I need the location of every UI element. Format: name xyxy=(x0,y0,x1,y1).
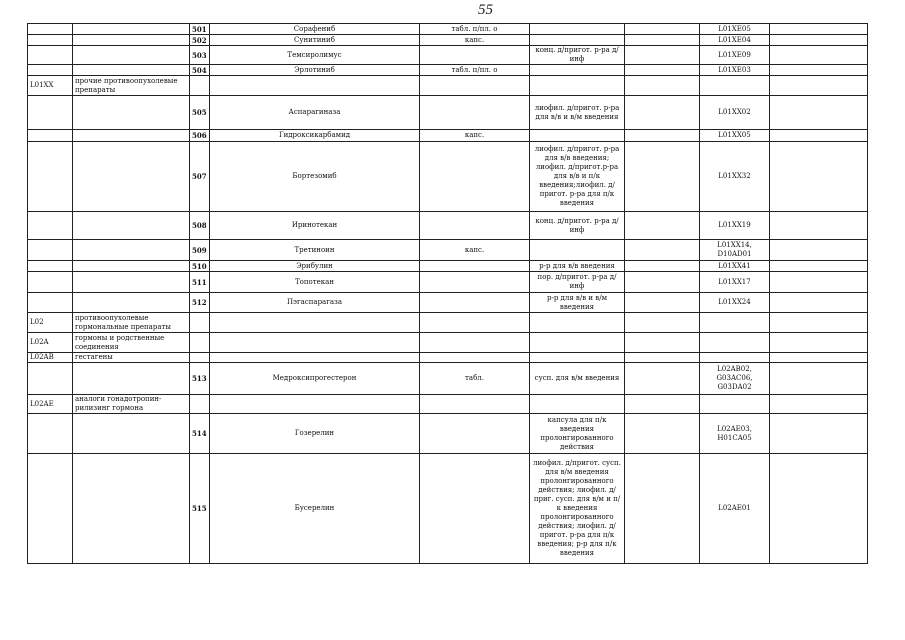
dosage-form-detail: капсула для п/к введения пролонгированного действия xyxy=(530,414,625,454)
table-row xyxy=(28,76,868,96)
dosage-form-detail: лиофил. д/пригот. р-ра для в/в и в/м введения xyxy=(530,96,625,130)
atc-group-name: прочие противоопухолевые препараты xyxy=(73,76,190,96)
atc-group-name: аналоги гонадотропин-рилизинг гормона xyxy=(73,395,190,414)
atc-group-code xyxy=(28,414,73,454)
atc-code: L02AB02, G03AC06, G03DA02 xyxy=(700,363,770,395)
row-number: 508 xyxy=(190,212,210,240)
drug-name: Пэгаспарагаза xyxy=(210,293,420,313)
drug-name: Аспарагиназа xyxy=(210,96,420,130)
atc-group-name xyxy=(73,212,190,240)
dosage-form-detail xyxy=(530,353,625,363)
empty-cell xyxy=(770,35,868,46)
row-number: 514 xyxy=(190,414,210,454)
empty-cell xyxy=(770,76,868,96)
atc-group-name xyxy=(73,142,190,212)
dosage-form-detail xyxy=(530,313,625,333)
atc-code: L01XE05 xyxy=(700,24,770,35)
atc-group-code: L02AE xyxy=(28,395,73,414)
atc-group-name: гестагены xyxy=(73,353,190,363)
drug-name: Топотекан xyxy=(210,272,420,293)
atc-group-code xyxy=(28,454,73,564)
empty-cell xyxy=(770,363,868,395)
dosage-form-detail xyxy=(530,395,625,414)
empty-cell xyxy=(625,240,700,261)
dosage-form-detail: лиофил. д/пригот. р-ра для в/в введения; лиофил. д/пригот.р-ра для в/в и п/к введения;лиофил. д/пригот. р-ра для п/к введения xyxy=(530,142,625,212)
dosage-form: капс. xyxy=(420,35,530,46)
row-number: 504 xyxy=(190,65,210,76)
empty-cell xyxy=(625,24,700,35)
atc-group-name xyxy=(73,46,190,65)
drug-name xyxy=(210,333,420,353)
row-number xyxy=(190,395,210,414)
dosage-form xyxy=(420,414,530,454)
drug-list-table xyxy=(27,23,868,564)
row-number: 511 xyxy=(190,272,210,293)
row-number: 512 xyxy=(190,293,210,313)
empty-cell xyxy=(625,395,700,414)
empty-cell xyxy=(770,24,868,35)
table-row xyxy=(28,414,868,454)
empty-cell xyxy=(770,395,868,414)
table-row xyxy=(28,35,868,46)
atc-group-code xyxy=(28,363,73,395)
atc-group-name: противоопухолевые гормональные препараты xyxy=(73,313,190,333)
drug-name: Гозерелин xyxy=(210,414,420,454)
atc-code xyxy=(700,313,770,333)
drug-name: Иринотекан xyxy=(210,212,420,240)
atc-code: L01XX02 xyxy=(700,96,770,130)
dosage-form-detail xyxy=(530,333,625,353)
table-row xyxy=(28,333,868,353)
dosage-form-detail: р-р для в/в и в/м введения xyxy=(530,293,625,313)
drug-name xyxy=(210,76,420,96)
empty-cell xyxy=(770,130,868,142)
atc-code: L01XX41 xyxy=(700,261,770,272)
table-row xyxy=(28,313,868,333)
atc-group-code xyxy=(28,293,73,313)
atc-group-name xyxy=(73,65,190,76)
atc-group-name xyxy=(73,130,190,142)
empty-cell xyxy=(770,313,868,333)
dosage-form-detail: р-р для в/в введения xyxy=(530,261,625,272)
drug-name: Эрлотиниб xyxy=(210,65,420,76)
drug-name: Третиноин xyxy=(210,240,420,261)
atc-group-name xyxy=(73,293,190,313)
dosage-form-detail: лиофил. д/пригот. сусп. для в/м введения пролонгированного действия; лиофил. д/приг. сусп. для в/м и п/к введения пролонгированного действия; лиофил. д/пригот. р-ра для п/к введения; р-р для п/к введения xyxy=(530,454,625,564)
dosage-form xyxy=(420,333,530,353)
empty-cell xyxy=(770,414,868,454)
dosage-form xyxy=(420,261,530,272)
row-number: 513 xyxy=(190,363,210,395)
empty-cell xyxy=(770,261,868,272)
atc-code: L02AE01 xyxy=(700,454,770,564)
drug-name: Гидроксикарбамид xyxy=(210,130,420,142)
dosage-form-detail xyxy=(530,240,625,261)
table-row xyxy=(28,261,868,272)
atc-group-code xyxy=(28,142,73,212)
table-row xyxy=(28,24,868,35)
atc-code xyxy=(700,353,770,363)
row-number: 501 xyxy=(190,24,210,35)
empty-cell xyxy=(625,363,700,395)
empty-cell xyxy=(770,46,868,65)
row-number xyxy=(190,76,210,96)
atc-code xyxy=(700,333,770,353)
dosage-form xyxy=(420,293,530,313)
atc-code: L01XX17 xyxy=(700,272,770,293)
empty-cell xyxy=(770,333,868,353)
dosage-form: табл. xyxy=(420,363,530,395)
table-row xyxy=(28,65,868,76)
dosage-form xyxy=(420,142,530,212)
table-row xyxy=(28,212,868,240)
atc-group-name xyxy=(73,96,190,130)
dosage-form-detail xyxy=(530,65,625,76)
atc-code: L01XX14, D10AD01 xyxy=(700,240,770,261)
row-number: 509 xyxy=(190,240,210,261)
empty-cell xyxy=(770,454,868,564)
empty-cell xyxy=(770,240,868,261)
atc-code: L01XX24 xyxy=(700,293,770,313)
atc-group-name xyxy=(73,414,190,454)
empty-cell xyxy=(625,96,700,130)
drug-name: Эрибулин xyxy=(210,261,420,272)
table-row xyxy=(28,272,868,293)
atc-code: L01XX05 xyxy=(700,130,770,142)
atc-code: L01XX32 xyxy=(700,142,770,212)
atc-group-name: гормоны и родственные соединения xyxy=(73,333,190,353)
table-row xyxy=(28,353,868,363)
drug-name xyxy=(210,353,420,363)
empty-cell xyxy=(625,293,700,313)
empty-cell xyxy=(625,454,700,564)
empty-cell xyxy=(770,353,868,363)
table-row xyxy=(28,142,868,212)
empty-cell xyxy=(770,212,868,240)
empty-cell xyxy=(770,293,868,313)
row-number: 505 xyxy=(190,96,210,130)
atc-group-code xyxy=(28,130,73,142)
empty-cell xyxy=(625,212,700,240)
dosage-form-detail: сусп. для в/м введения xyxy=(530,363,625,395)
empty-cell xyxy=(770,142,868,212)
dosage-form-detail: конц. д/пригот. р-ра д/инф xyxy=(530,212,625,240)
dosage-form xyxy=(420,454,530,564)
table-row xyxy=(28,46,868,65)
dosage-form-detail xyxy=(530,24,625,35)
atc-group-code xyxy=(28,65,73,76)
drug-name: Темсиролимус xyxy=(210,46,420,65)
row-number xyxy=(190,353,210,363)
row-number: 506 xyxy=(190,130,210,142)
atc-group-name xyxy=(73,454,190,564)
atc-code xyxy=(700,76,770,96)
dosage-form-detail xyxy=(530,130,625,142)
table-row xyxy=(28,240,868,261)
row-number: 503 xyxy=(190,46,210,65)
empty-cell xyxy=(625,142,700,212)
row-number: 510 xyxy=(190,261,210,272)
dosage-form xyxy=(420,313,530,333)
dosage-form: табл. п/пл. о xyxy=(420,24,530,35)
dosage-form xyxy=(420,395,530,414)
row-number: 502 xyxy=(190,35,210,46)
table-row xyxy=(28,363,868,395)
drug-name: Бусерелин xyxy=(210,454,420,564)
dosage-form: капс. xyxy=(420,130,530,142)
atc-group-name xyxy=(73,272,190,293)
empty-cell xyxy=(625,353,700,363)
drug-name xyxy=(210,395,420,414)
empty-cell xyxy=(770,272,868,293)
atc-group-name xyxy=(73,261,190,272)
atc-group-code xyxy=(28,96,73,130)
empty-cell xyxy=(625,414,700,454)
atc-group-name xyxy=(73,363,190,395)
table-row xyxy=(28,96,868,130)
dosage-form-detail xyxy=(530,76,625,96)
atc-group-code xyxy=(28,35,73,46)
dosage-form: капс. xyxy=(420,240,530,261)
atc-group-name xyxy=(73,240,190,261)
dosage-form xyxy=(420,353,530,363)
row-number: 515 xyxy=(190,454,210,564)
atc-group-code: L01XX xyxy=(28,76,73,96)
empty-cell xyxy=(625,313,700,333)
atc-code: L01XE04 xyxy=(700,35,770,46)
dosage-form xyxy=(420,212,530,240)
empty-cell xyxy=(625,261,700,272)
atc-group-code xyxy=(28,46,73,65)
row-number xyxy=(190,333,210,353)
drug-name: Медроксипрогестерон xyxy=(210,363,420,395)
empty-cell xyxy=(625,272,700,293)
empty-cell xyxy=(625,333,700,353)
atc-group-code xyxy=(28,212,73,240)
dosage-form xyxy=(420,46,530,65)
atc-code: L01XX19 xyxy=(700,212,770,240)
dosage-form-detail: конц. д/пригот. р-ра д/инф xyxy=(530,46,625,65)
dosage-form xyxy=(420,272,530,293)
page-number: 55 xyxy=(478,2,493,18)
empty-cell xyxy=(625,35,700,46)
empty-cell xyxy=(625,65,700,76)
atc-code: L01XE09 xyxy=(700,46,770,65)
atc-group-code: L02AB xyxy=(28,353,73,363)
atc-group-code: L02A xyxy=(28,333,73,353)
atc-group-name xyxy=(73,24,190,35)
drug-name: Сорафениб xyxy=(210,24,420,35)
table-row xyxy=(28,395,868,414)
drug-name xyxy=(210,313,420,333)
empty-cell xyxy=(770,65,868,76)
atc-code: L01XE03 xyxy=(700,65,770,76)
empty-cell xyxy=(625,76,700,96)
row-number xyxy=(190,313,210,333)
empty-cell xyxy=(770,96,868,130)
atc-code xyxy=(700,395,770,414)
empty-cell xyxy=(625,46,700,65)
dosage-form-detail xyxy=(530,35,625,46)
row-number: 507 xyxy=(190,142,210,212)
table-row xyxy=(28,130,868,142)
dosage-form: табл. п/пл. о xyxy=(420,65,530,76)
dosage-form xyxy=(420,76,530,96)
atc-group-code: L02 xyxy=(28,313,73,333)
atc-code: L02AE03, H01CA05 xyxy=(700,414,770,454)
atc-group-code xyxy=(28,240,73,261)
atc-group-name xyxy=(73,35,190,46)
dosage-form-detail: пор. д/пригот. р-ра д/инф xyxy=(530,272,625,293)
table-row xyxy=(28,454,868,564)
table-row xyxy=(28,293,868,313)
atc-group-code xyxy=(28,272,73,293)
empty-cell xyxy=(625,130,700,142)
atc-group-code xyxy=(28,261,73,272)
dosage-form xyxy=(420,96,530,130)
drug-name: Сунитиниб xyxy=(210,35,420,46)
drug-name: Бортезомиб xyxy=(210,142,420,212)
atc-group-code xyxy=(28,24,73,35)
